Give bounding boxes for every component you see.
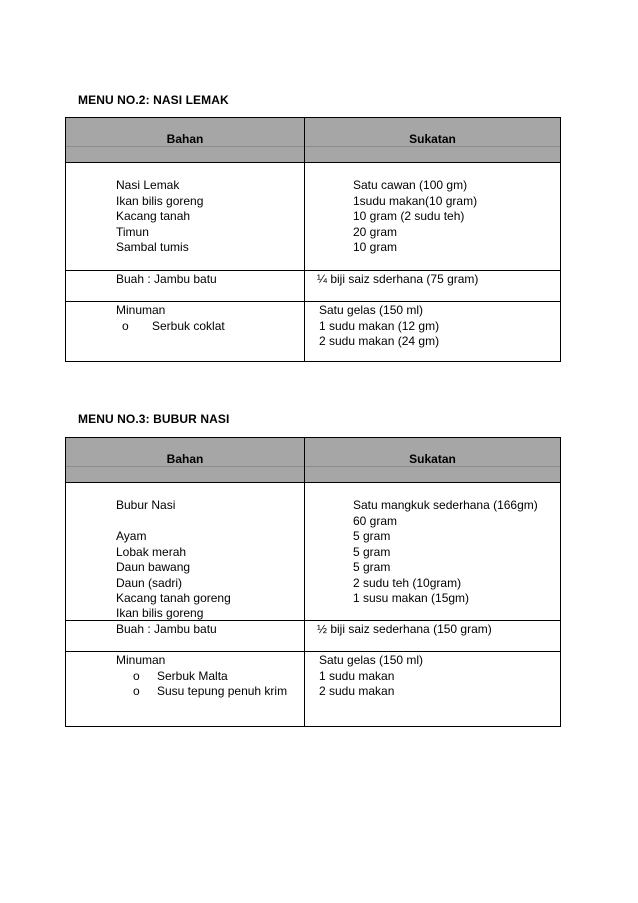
menu2-table — [65, 117, 561, 362]
menu3-table — [65, 437, 561, 727]
menu3-main-items — [66, 483, 305, 621]
list-item: 1sudu makan(10 gram) — [353, 193, 478, 208]
list-item: 20 gram — [353, 224, 398, 239]
menu3-title: MENU NO.3: BUBUR NASI — [78, 412, 230, 426]
list-item: 1 susu makan (15gm) — [353, 591, 470, 605]
list-item: Daun bawang — [116, 560, 191, 574]
list-item: Ayam — [116, 529, 147, 543]
menu2-main-items — [66, 163, 305, 271]
menu3-header-bahan: Bahan — [66, 438, 305, 483]
list-item: Lobak merah — [116, 544, 187, 559]
list-item: 10 gram — [353, 240, 398, 254]
bullet-icon: o — [133, 684, 140, 698]
menu2-fruit-item: Buah : Jambu batu — [66, 271, 305, 302]
list-item: 2 sudu makan (24 gm) — [319, 334, 440, 348]
list-item: 5 gram — [353, 560, 391, 574]
list-item: 10 gram (2 sudu teh) — [353, 209, 465, 223]
list-item: Sambal tumis — [116, 240, 189, 254]
bullet-icon: o — [122, 318, 129, 333]
menu3-fruit-amount: ½ biji saiz sederhana (150 gram) — [305, 621, 561, 652]
list-item: Kacang tanah — [116, 209, 191, 223]
menu2-drink-amounts — [305, 302, 561, 362]
menu3-fruit-item: Buah : Jambu batu — [66, 621, 305, 652]
list-item: Satu mangkuk sederhana (166gm) — [353, 498, 538, 512]
list-item: o Serbuk coklat — [122, 318, 225, 333]
list-item: Satu cawan (100 gm) — [353, 178, 468, 192]
list-item: 2 sudu teh (10gram) — [353, 575, 462, 590]
list-item: Ikan bilis goreng — [116, 193, 204, 208]
list-item: o Susu tepung penuh krim — [133, 684, 288, 698]
menu3-header-sukatan: Sukatan — [305, 438, 561, 483]
bullet-icon: o — [133, 668, 140, 683]
menu3-drink-amounts — [305, 652, 561, 727]
list-item: Satu gelas (150 ml) — [319, 303, 424, 317]
list-item: 5 gram — [353, 544, 391, 559]
menu3-main-amounts — [305, 483, 561, 621]
list-item: Satu gelas (150 ml) — [319, 653, 424, 667]
list-item: 1 sudu makan (12 gm) — [319, 318, 440, 333]
list-item: 1 sudu makan — [319, 668, 395, 683]
list-item: 5 gram — [353, 529, 391, 543]
menu2-header-bahan: Bahan — [66, 118, 305, 163]
list-item — [116, 514, 304, 530]
list-item: o Serbuk Malta — [133, 668, 228, 683]
list-item: Daun (sadri) — [116, 575, 183, 590]
menu3-drink-item: Minuman o Serbuk Malta o Susu tepung penuh krim — [66, 652, 305, 727]
menu2-drink-item: Minuman o Serbuk coklat — [66, 302, 305, 362]
menu2-main-amounts — [305, 163, 561, 271]
list-item: Kacang tanah goreng — [116, 591, 231, 605]
list-item: Ikan bilis goreng — [116, 605, 204, 620]
menu2-title: MENU NO.2: NASI LEMAK — [78, 93, 229, 107]
list-item: Nasi Lemak — [116, 178, 180, 192]
menu2-fruit-amount: ¼ biji saiz sderhana (75 gram) — [305, 271, 561, 302]
list-item: Timun — [116, 224, 149, 239]
list-item: 60 gram — [353, 513, 398, 528]
list-item: 2 sudu makan — [319, 684, 395, 698]
menu2-header-sukatan: Sukatan — [305, 118, 561, 163]
list-item: Bubur Nasi — [116, 498, 176, 512]
